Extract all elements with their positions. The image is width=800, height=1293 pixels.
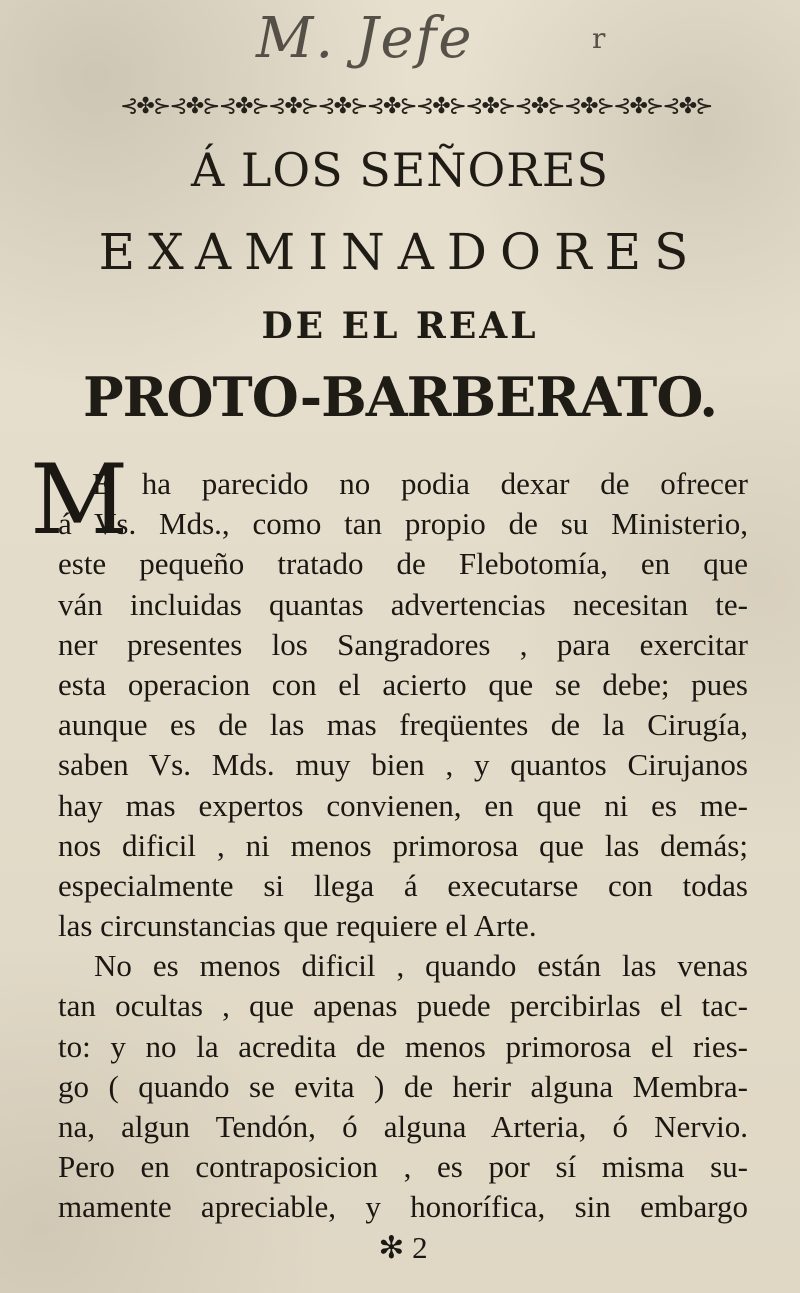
ornament-row: ⊰✤⊱⊰✤⊱⊰✤⊱⊰✤⊱⊰✤⊱⊰✤⊱⊰✤⊱⊰✤⊱⊰✤⊱⊰✤⊱⊰✤⊱⊰✤⊱ bbox=[120, 94, 712, 119]
body-line: nos dificil , ni menos primorosa que las demás; bbox=[58, 827, 748, 863]
body-line: aunque es de las mas freqüentes de la Cirugía, bbox=[58, 707, 748, 743]
body-line: ván incluidas quantas advertencias necesitan te- bbox=[58, 586, 748, 622]
dedication-line-2: EXAMINADORES bbox=[98, 223, 702, 281]
body-line: mamente apreciable, y honorífica, sin embargo bbox=[58, 1189, 748, 1225]
dedication-line-3: DE EL REAL bbox=[261, 305, 539, 347]
body-line: Pero en contraposicion , es por sí misma su- bbox=[58, 1149, 748, 1185]
dedication-body bbox=[30, 444, 748, 1268]
drop-cap: M bbox=[30, 444, 129, 556]
body-line: No es menos dificil , quando están las venas bbox=[94, 948, 748, 984]
body-line: to: y no la acredita de menos primorosa el ries- bbox=[58, 1028, 748, 1064]
body-line: ner presentes los Sangradores , para exercitar bbox=[58, 626, 748, 662]
body-line: á Vs. Mds., como tan propio de su Ministerio, bbox=[58, 506, 748, 542]
body-line: las circunstancias que requiere el Arte. bbox=[58, 908, 537, 944]
signature-mark: ✻ 2 bbox=[378, 1229, 428, 1265]
body-line: tan ocultas , que apenas puede percibirlas el tac- bbox=[58, 988, 748, 1024]
body-line: M E ha parecido no podia dexar de ofrecer bbox=[30, 444, 748, 556]
dedication-line-1: Á LOS SEÑORES bbox=[190, 143, 609, 197]
body-line: este pequeño tratado de Flebotomía, en que bbox=[58, 546, 748, 582]
body-line: go ( quando se evita ) de herir alguna Membra- bbox=[58, 1068, 748, 1104]
dedication-line-4: PROTO-BARBERATO. bbox=[82, 365, 718, 429]
body-line: especialmente si llega á executarse con todas bbox=[58, 867, 748, 903]
body-line: na, algun Tendón, ó alguna Arteria, ó Nervio. bbox=[58, 1109, 748, 1144]
body-line: saben Vs. Mds. muy bien , y quantos Cirujanos bbox=[58, 747, 748, 783]
body-line: hay mas expertos convienen, en que ni es me- bbox=[58, 787, 748, 823]
body-line: esta operacion con el acierto que se debe; pues bbox=[58, 666, 748, 702]
handwritten-signature: M. Jefe r bbox=[256, 6, 608, 71]
